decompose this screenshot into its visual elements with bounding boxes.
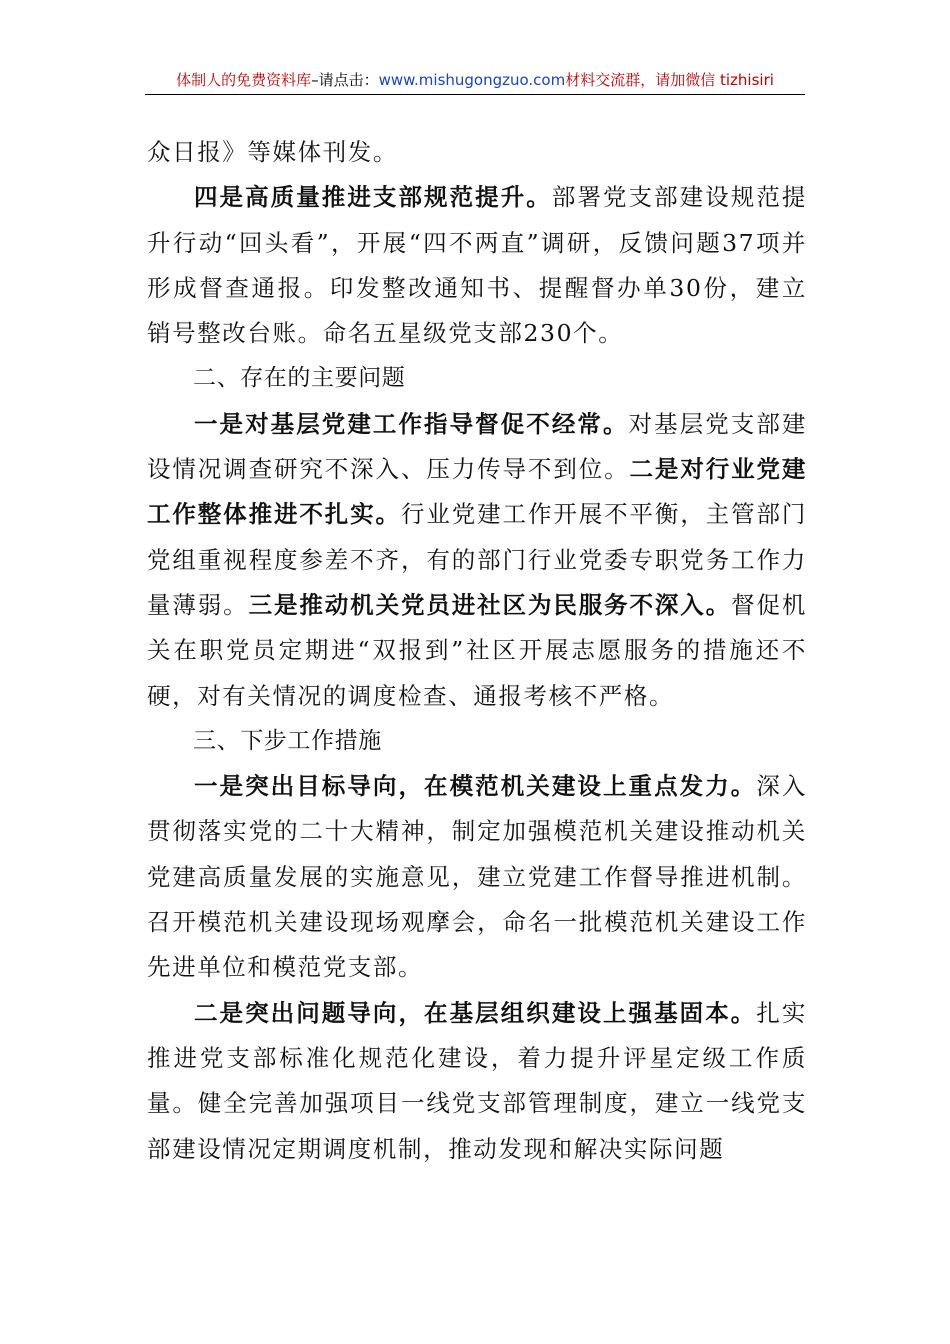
header-contact: 材料交流群，请加微信 tizhisiri	[565, 71, 774, 89]
paragraph-text: 扎实推进党支部标准化规范化建设，着力提升评星定级工作质量。健全完善加强项目一线党支部管理制度，建立一线党支部建设情况定期调度机制，推动发现和解决实际问题	[147, 998, 808, 1163]
header-brand: 体制人的免费资料库	[176, 71, 312, 89]
paragraph-lead: 三是推动机关党员进社区为民服务不深入。	[248, 590, 732, 619]
paragraph-text: 众日报》等媒体刊发。	[147, 138, 398, 166]
paragraph-lead: 一是对基层党建工作指导督促不经常。	[194, 409, 629, 438]
paragraph-text: 对基层党支部建设情况调查研究不深入、压力传导不到位。	[147, 409, 807, 484]
page-header	[145, 66, 805, 95]
paragraph-lead: 二是对行业党建工作整体推进不扎实。	[147, 455, 808, 529]
paragraph-lead: 一是突出目标导向，在模范机关建设上重点发力。	[194, 772, 757, 801]
paragraph-measure-one	[147, 764, 807, 990]
document-body	[147, 130, 807, 1172]
paragraph-lead: 四是高质量推进支部规范提升。	[194, 183, 552, 212]
paragraph-problems	[147, 402, 807, 719]
section-heading-measures: 三、下步工作措施	[193, 727, 382, 754]
header-prompt: –请点击：	[311, 71, 379, 89]
section-heading-problems: 二、存在的主要问题	[193, 365, 406, 392]
paragraph-measure-two	[147, 991, 807, 1172]
paragraph-lead: 二是突出问题导向，在基层组织建设上强基固本。	[194, 998, 757, 1027]
paragraph-text: 深入贯彻落实党的二十大精神，制定加强模范机关建设推动机关党建高质量发展的实施意见，建立党建工作督导推进机制。召开模范机关建设现场观摩会，命名一批模范机关建设工作先进单位和模范党支部。	[147, 772, 808, 982]
header-link[interactable]: www.mishugongzuo.com	[378, 71, 566, 89]
paragraph-item-four	[147, 175, 807, 356]
paragraph-text: 部署党支部建设规范提升行动“回头看”，开展“四不两直”调研，反馈问题37项并形成督查通报。印发整改通知书、提醒督办单30份，建立销号整改台账。命名五星级党支部230个。	[147, 183, 808, 348]
paragraph-continuation	[147, 130, 807, 175]
paragraph-text: 行业党建工作开展不平衡，主管部门党组重视程度参差不齐，有的部门行业党委专职党务工作力量薄弱。	[147, 500, 808, 619]
paragraph-text: 督促机关在职党员定期进“双报到”社区开展志愿服务的措施还不硬，对有关情况的调度检查、通报考核不严格。	[147, 590, 807, 710]
